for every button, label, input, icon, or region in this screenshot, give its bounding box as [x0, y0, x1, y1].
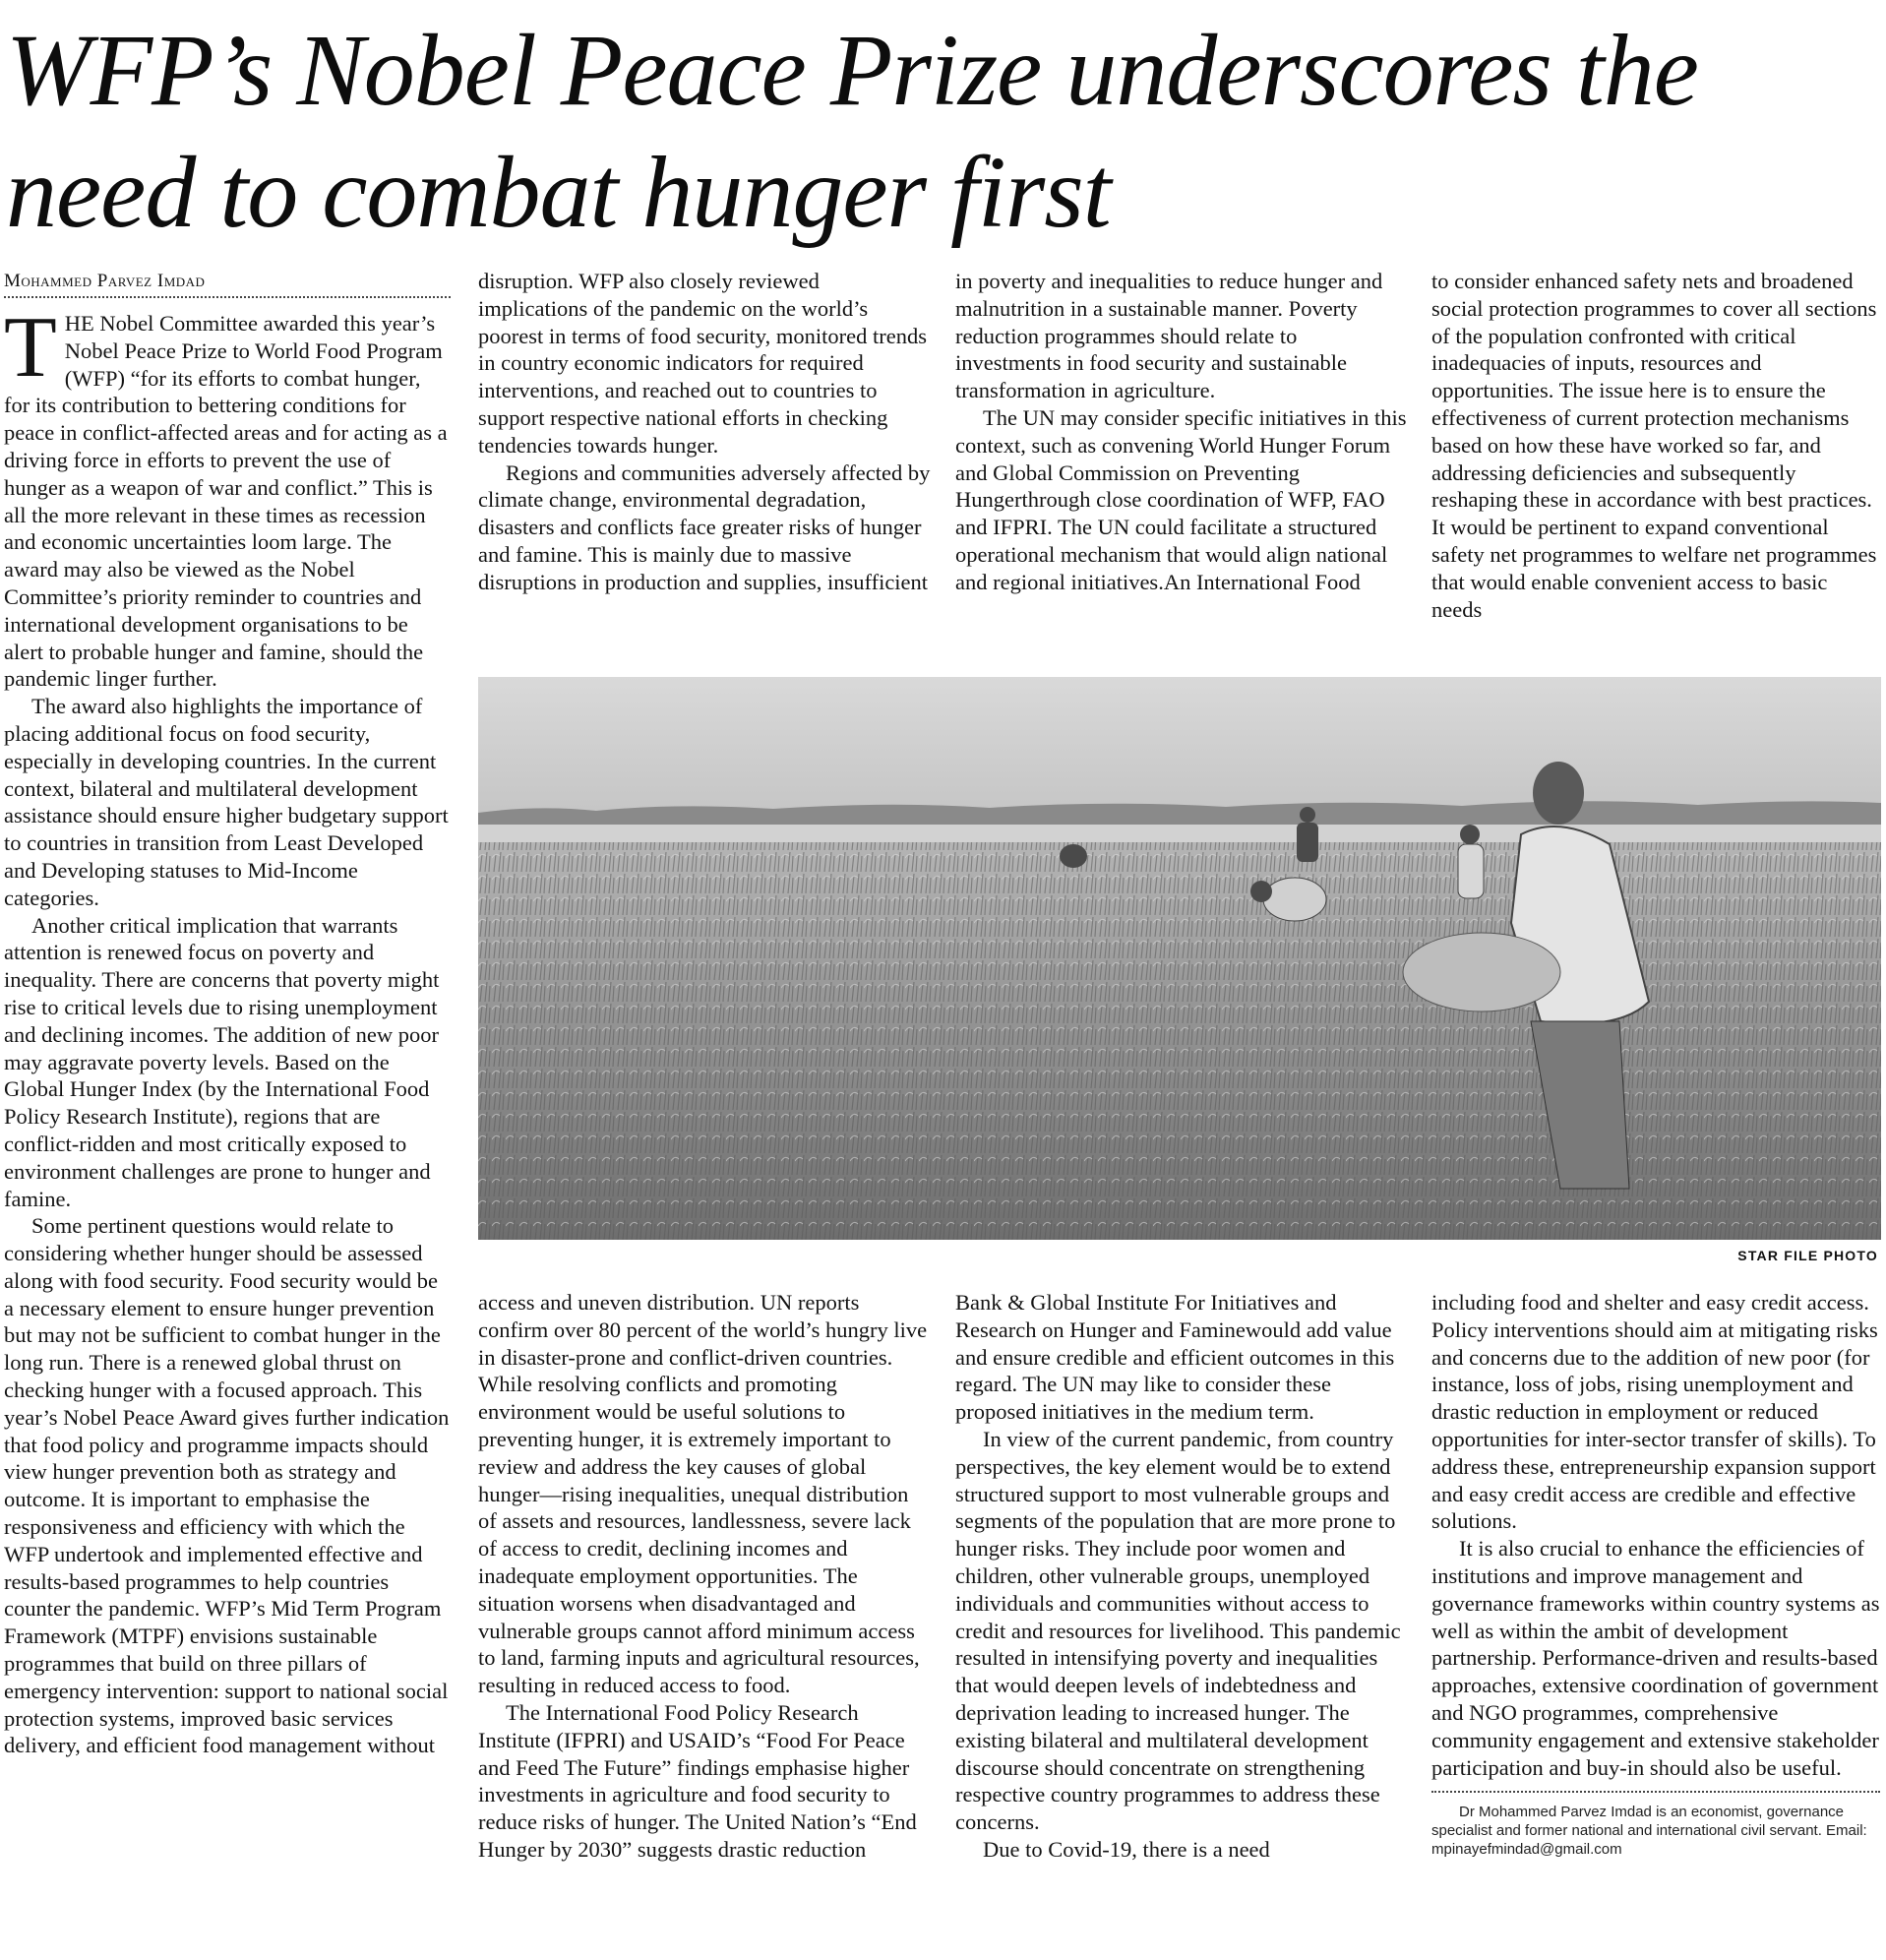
paragraph: in poverty and inequalities to reduce hunger and malnutrition in a sustainable manner. Poverty reduction programmes should relate to investments in food security and sustainable transformation in agriculture. — [955, 269, 1383, 403]
paragraph: It is also crucial to enhance the efficiencies of institutions and improve management and governance frameworks within country systems as well as within the ambit of development partnership. Performance-driven and results-based approaches, extensive coordination of government and NGO programmes, comprehensive community engagement and extensive stakeholder participation and buy-in should also be useful. — [1431, 1536, 1880, 1780]
column-3-top — [955, 268, 1408, 596]
author-bio: Dr Mohammed Parvez Imdad is an economist, governance specialist and former national and international civil servant. Email: mpinayefmindad@gmail.com — [1431, 1804, 1867, 1859]
paragraph: Regions and communities adversely affected by climate change, environmental degradation, disasters and conflicts face greater risks of hunger and famine. This is mainly due to massive disruptions in production and supplies, insufficient — [478, 459, 931, 594]
paragraph: The International Food Policy Research Institute (IFPRI) and USAID’s “Food For Peace and Feed The Future” findings emphasise higher investments in agriculture and food security to reduce risks of hunger. The United Nation’s “End Hunger by 2030” suggests drastic reduction — [478, 1699, 917, 1862]
column-1 — [4, 271, 451, 1759]
rice-texture — [478, 842, 1881, 1240]
column-2-bottom — [478, 1289, 931, 1864]
column-4-bottom — [1431, 1289, 1880, 1859]
paragraph: Due to Covid-19, there is a need — [983, 1836, 1270, 1862]
column-4-top — [1431, 268, 1880, 623]
paragraph: Some pertinent questions would relate to considering whether hunger should be assessed along with food security. Food security would be a necessary element to ensure hunger prevention but may not be sufficient to combat hunger in the long run. There is a renewed global thrust on checking hunger with a focused approach. This year’s Nobel Peace Award gives further indication that food policy and programme impacts should view hunger prevention both as strategy and outcome. It is important to emphasise the responsiveness and efficiency with which the WFP undertook and implemented effective and results-based programmes to help countries counter the pandemic. WFP’s Mid Term Program Framework (MTPF) envisions sustainable programmes that build on three pillars of emergency intervention: support to national social protection systems, improved basic services delivery, and efficient food management without — [4, 1213, 450, 1758]
paragraph: Another critical implication that warrants attention is renewed focus on poverty and inequality. There are concerns that poverty might rise to critical levels due to rising unemployment and declining incomes. The addition of new poor may aggravate poverty levels. Based on the Global Hunger Index (by the International Food Policy Research Institute), regions that are conflict-ridden and most critically exposed to environment challenges are prone to hunger and famine. — [4, 912, 440, 1211]
byline-divider — [4, 296, 451, 298]
paragraph: disruption. WFP also closely reviewed implications of the pandemic on the world’s poorest in terms of food security, monitored trends in country economic indicators for required interventions, and reached out to countries to support respective national efforts in checking tendencies towards hunger. — [478, 269, 927, 458]
paragraph: including food and shelter and easy credit access. Policy interventions should aim at mitigating risks and concerns due to the addition of new poor (for instance, loss of jobs, rising unemployment and drastic reduction in employment or reduced opportunities for inter-sector transfer of skills). To address these, entrepreneurship expansion support and easy credit access are credible and effective solutions. — [1431, 1290, 1878, 1534]
headline: WFP’s Nobel Peace Prize underscores the need to combat hunger first — [6, 14, 1698, 249]
water — [478, 825, 1881, 844]
paragraph: Bank & Global Institute For Initiatives and Research on Hunger and Faminewould add value and ensure credible and efficient outcomes in this regard. The UN may like to consider these proposed initiatives in the medium term. — [955, 1290, 1395, 1425]
bio-divider — [1431, 1791, 1880, 1793]
paragraph: In view of the current pandemic, from country perspectives, the key element would be to extend structured support to most vulnerable groups and segments of the population that are more prone to hunger risks. They include poor women and children, other vulnerable groups, unemployed individuals and communities without access to credit and resources for livelihood. This pandemic resulted in intensifying poverty and inequalities that would deepen levels of indebtedness and deprivation leading to increased hunger. The existing bilateral and multilateral development discourse should concentrate on strengthening respective country programmes to address these concerns. — [955, 1426, 1401, 1835]
paragraph: access and uneven distribution. UN reports confirm over 80 percent of the world’s hungry live in disaster-prone and conflict-driven countries. While resolving conflicts and promoting environment would be useful solutions to preventing hunger, it is extremely important to review and address the key causes of global hunger—rising inequalities, unequal distribution of assets and resources, landlessness, severe lack of access to credit, declining incomes and inadequate employment opportunities. The situation worsens when disadvantaged and vulnerable groups cannot afford minimum access to land, farming inputs and agricultural resources, resulting in reduced access to food. — [478, 1290, 928, 1698]
drop-cap: T — [4, 300, 57, 396]
paragraph: THE Nobel Committee awarded this year’s Nobel Peace Prize to World Food Program (WFP) “for its efforts to combat hunger, for its contribution to bettering conditions for peace in conflict-affected areas and for acting as a driving force in efforts to prevent the use of hunger as a weapon of war and conflict.” This is all the more relevant in these times as recession and economic uncertainties loom large. The award may also be viewed as the Nobel Committee’s priority reminder to countries and international development organisations to be alert to probable hunger and famine, should the pandemic linger further. — [4, 300, 448, 692]
photo-credit: STAR FILE PHOTO — [1737, 1248, 1878, 1263]
column-3-bottom — [955, 1289, 1408, 1864]
paragraph: to consider enhanced safety nets and broadened social protection programmes to cover all sections of the population confronted with critical inadequacies of inputs, resources and opportunities. The issue here is to ensure the effectiveness of current protection mechanisms based on how these have worked so far, and addressing deficiencies and subsequently reshaping these in accordance with best practices. It would be pertinent to expand conventional safety net programmes to welfare net programmes that would enable convenient access to basic needs — [1431, 269, 1877, 622]
column-2-top — [478, 268, 931, 596]
article-photo-rice-field — [478, 677, 1881, 1240]
paragraph: The UN may consider specific initiatives in this context, such as convening World Hunger Forum and Global Commission on Preventing Hungerthrough close coordination of WFP, FAO and IFPRI. The UN could facilitate a structured operational mechanism that would align national and regional initiatives.An International Food — [955, 404, 1407, 594]
sky — [478, 677, 1881, 825]
photo-illustration — [478, 677, 1881, 1240]
byline: Mohammed Parvez Imdad — [4, 271, 206, 291]
paragraph: The award also highlights the importance of placing additional focus on food security, especially in developing countries. In the current context, bilateral and multilateral development assistance should ensure higher budgetary support to countries in transition from Least Developed and Developing statuses to Mid-Income categories. — [4, 694, 449, 910]
